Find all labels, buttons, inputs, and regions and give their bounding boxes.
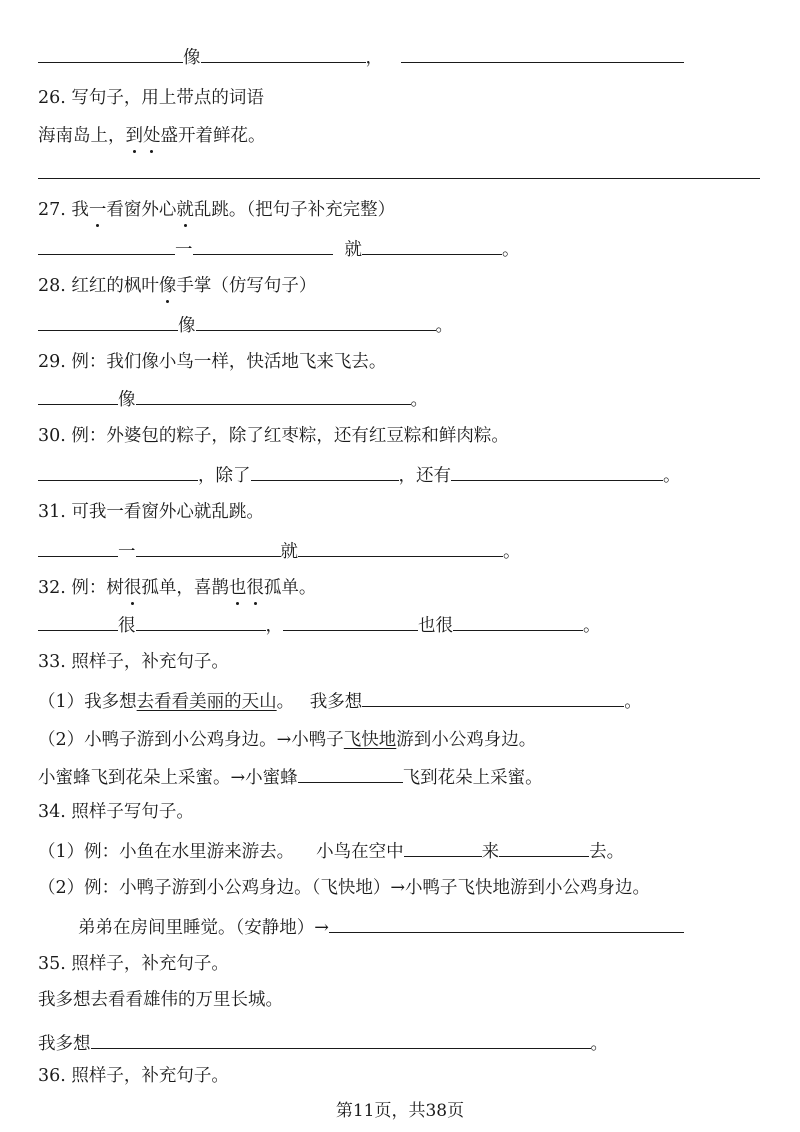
q35-answer-line: 我多想 。 bbox=[38, 1030, 608, 1056]
blank[interactable] bbox=[193, 236, 333, 255]
q26-answer-line bbox=[38, 160, 760, 186]
question-36: 36. 照样子，补充句子。 bbox=[38, 1066, 229, 1086]
question-26: 26. 写句子，用上带点的词语 bbox=[38, 88, 264, 108]
q29-answer-line: 像 。 bbox=[38, 386, 428, 412]
blank[interactable] bbox=[451, 462, 663, 481]
blank[interactable] bbox=[38, 462, 198, 481]
blank[interactable] bbox=[38, 538, 118, 557]
q31-answer-line: 一 就 。 bbox=[38, 538, 521, 564]
blank[interactable] bbox=[499, 838, 589, 857]
blank[interactable] bbox=[38, 386, 118, 405]
q25-answer-line: 像 ， bbox=[38, 44, 684, 70]
blank[interactable] bbox=[38, 44, 183, 63]
q30-answer-line: ，除了 ，还有 。 bbox=[38, 462, 681, 488]
q32-answer-line: 很 ， 也很 。 bbox=[38, 612, 601, 638]
question-32: 32. 例：树很孤单，喜鹊也很孤单。 bbox=[38, 578, 317, 598]
q35-example: 我多想去看看雄伟的万里长城。 bbox=[38, 990, 283, 1010]
question-28: 28. 红红的枫叶像手掌（仿写句子） bbox=[38, 276, 317, 296]
question-33: 33. 照样子，补充句子。 bbox=[38, 652, 229, 672]
question-29: 29. 例：我们像小鸟一样，快活地飞来飞去。 bbox=[38, 352, 387, 372]
q27-answer-line: 一 就 。 bbox=[38, 236, 520, 262]
blank[interactable] bbox=[196, 312, 436, 331]
blank[interactable] bbox=[91, 1030, 591, 1049]
q28-answer-line: 像 。 bbox=[38, 312, 453, 338]
q33-item-1: （1）我多想去看看美丽的天山。 我多想 。 bbox=[38, 688, 642, 714]
q33-item-2: （2）小鸭子游到小公鸡身边。→小鸭子飞快地游到小公鸡身边。 bbox=[38, 730, 537, 750]
q26-sentence: 海南岛上，到处盛开着鲜花。 bbox=[38, 126, 266, 146]
blank[interactable] bbox=[329, 914, 684, 933]
blank[interactable] bbox=[136, 386, 411, 405]
blank[interactable] bbox=[38, 612, 118, 631]
question-31: 31. 可我一看窗外心就乱跳。 bbox=[38, 502, 264, 522]
blank[interactable] bbox=[453, 612, 583, 631]
q33-item-3: 小蜜蜂飞到花朵上采蜜。→小蜜蜂 飞到花朵上采蜜。 bbox=[38, 764, 543, 790]
blank[interactable] bbox=[404, 838, 482, 857]
question-34: 34. 照样子写句子。 bbox=[38, 802, 194, 822]
blank[interactable] bbox=[38, 160, 760, 179]
blank[interactable] bbox=[298, 538, 503, 557]
question-27: 27. 我一看窗外心就乱跳。（把句子补充完整） bbox=[38, 200, 396, 220]
blank[interactable] bbox=[401, 44, 684, 63]
blank[interactable] bbox=[251, 462, 399, 481]
blank[interactable] bbox=[38, 312, 178, 331]
blank[interactable] bbox=[201, 44, 366, 63]
blank[interactable] bbox=[136, 612, 266, 631]
blank[interactable] bbox=[283, 612, 418, 631]
blank[interactable] bbox=[362, 688, 624, 707]
page-number: 第11页，共38页 bbox=[335, 1101, 465, 1121]
question-35: 35. 照样子，补充句子。 bbox=[38, 954, 229, 974]
blank[interactable] bbox=[298, 764, 403, 783]
q34-item-3: 弟弟在房间里睡觉。（安静地）→ bbox=[78, 914, 684, 940]
blank[interactable] bbox=[38, 236, 175, 255]
q34-item-1: （1）例：小鱼在水里游来游去。 小鸟在空中 来 去。 bbox=[38, 838, 624, 864]
q34-item-2: （2）例：小鸭子游到小公鸡身边。（飞快地）→小鸭子飞快地游到小公鸡身边。 bbox=[38, 878, 651, 898]
blank[interactable] bbox=[136, 538, 281, 557]
question-30: 30. 例：外婆包的粽子，除了红枣粽，还有红豆粽和鲜肉粽。 bbox=[38, 426, 509, 446]
blank[interactable] bbox=[362, 236, 502, 255]
